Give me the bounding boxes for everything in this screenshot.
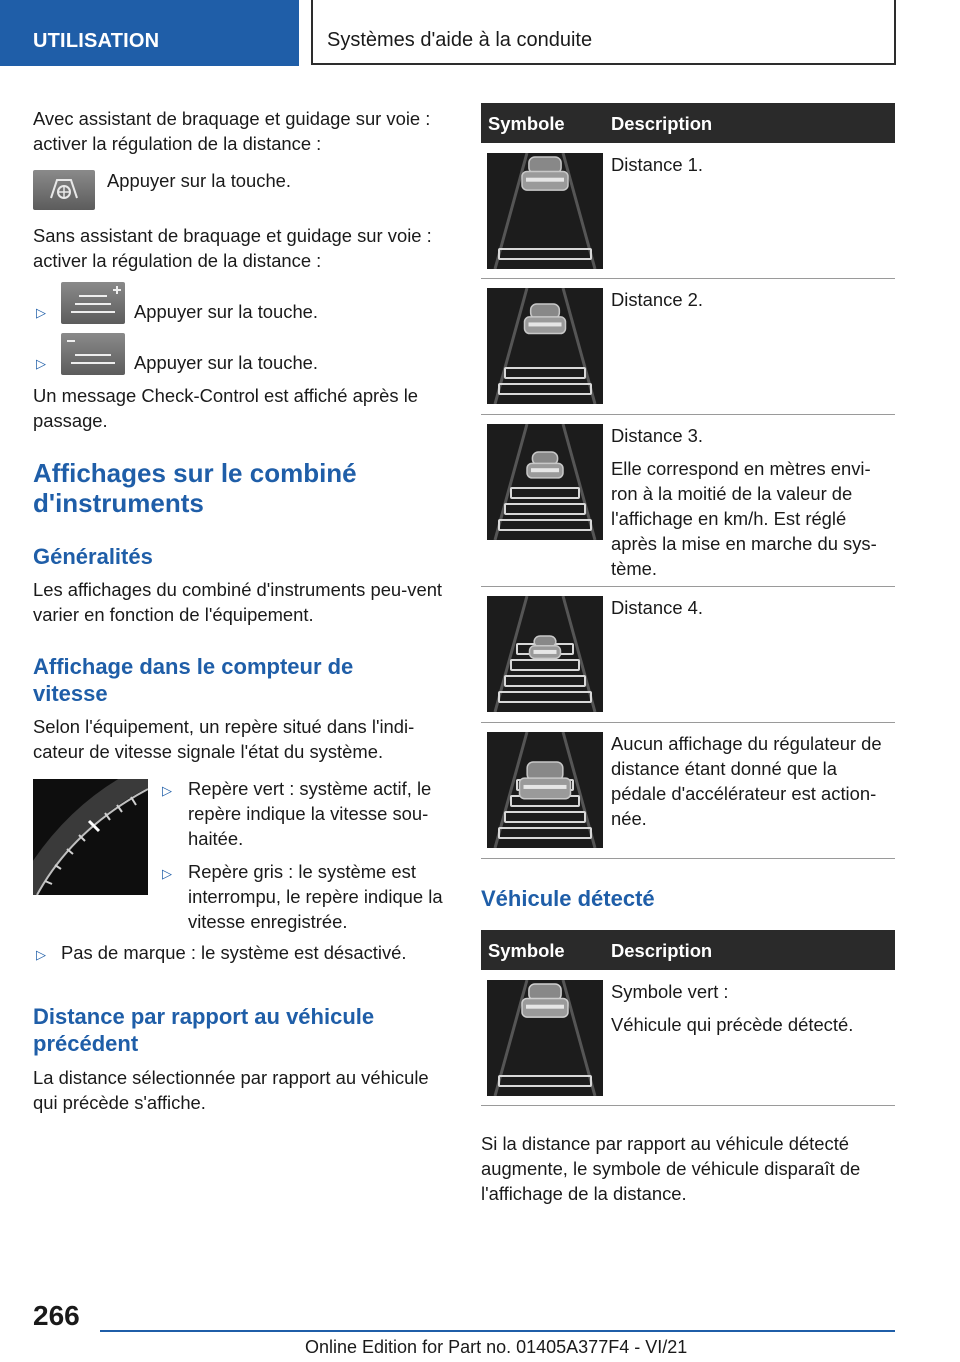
distance-increase-key-icon <box>61 282 125 324</box>
paragraph-with-assist: Avec assistant de braquage et guidage sur voie : activer la régulation de la distance : <box>33 108 431 154</box>
table1-row-symbol-image <box>487 596 603 712</box>
table1-row-description <box>611 287 891 312</box>
table1-row-description <box>611 423 891 581</box>
table1-row-row-divider <box>481 278 895 279</box>
table1-row-description-extra: Elle correspond en mètres envi-ron à la moitié de la valeur de l'affichage en km/h. Est réglé après la mise en marche du sys-tème. <box>611 458 877 579</box>
table2-row-symbol-image <box>487 980 603 1096</box>
table1-row-description-text: Aucun affichage du régulateur de distance étant donné que la pédale d'accélérateur est action-née. <box>611 733 882 829</box>
paragraph-final: Si la distance par rapport au véhicule détecté augmente, le symbole de véhicule disparaît de l'affichage de la distance. <box>481 1133 861 1204</box>
col-symbol: Symbole <box>488 940 565 961</box>
table2-row-description <box>611 979 891 1037</box>
col-description: Description <box>611 113 713 134</box>
table1-row-symbol-image <box>487 732 603 848</box>
chapter-title: Systèmes d'aide à la conduite <box>327 29 593 51</box>
table2-row-row-divider <box>481 1105 895 1106</box>
bullet-triangle-icon: ▷ <box>36 356 46 371</box>
assist-steering-key-icon <box>33 170 95 210</box>
heading-compteur: Affichage dans le compteur de vitesse <box>33 654 354 706</box>
heading-distance: Distance par rapport au véhicule précédent <box>33 1004 375 1056</box>
table1-row-row-divider <box>481 722 895 723</box>
table1-row-description <box>611 595 891 620</box>
footer-edition: Online Edition for Part no. 01405A377F4 - VI/21 <box>305 1337 688 1357</box>
key3-label: Appuyer sur la touche. <box>134 352 319 373</box>
table1-row-symbol-image <box>487 153 603 269</box>
table1-row-row-divider <box>481 586 895 587</box>
heading-affichages: Affichages sur le combiné d'instruments <box>33 458 357 518</box>
bullet-triangle-icon: ▷ <box>162 783 172 798</box>
table1-header <box>481 103 895 143</box>
page-number: 266 <box>33 1300 80 1331</box>
table2-row-description-extra: Véhicule qui précède détecté. <box>611 1014 854 1035</box>
table1-row-row-divider <box>481 414 895 415</box>
bullet-green-marker: Repère vert : système actif, le repère indique la vitesse sou-haitée. <box>188 778 432 849</box>
bullet-no-marker: Pas de marque : le système est désactivé. <box>61 942 407 963</box>
table2-row-description-text: Symbole vert : <box>611 981 729 1002</box>
table1-row-row-divider <box>481 858 895 859</box>
section-title: UTILISATION <box>33 30 160 52</box>
table1-row-symbol-image <box>487 288 603 404</box>
key2-label: Appuyer sur la touche. <box>134 301 319 322</box>
paragraph-distance: La distance sélectionnée par rapport au véhicule qui précède s'affiche. <box>33 1067 429 1113</box>
table1-row-description <box>611 731 891 831</box>
paragraph-generalites: Les affichages du combiné d'instruments peu-vent varier en fonction de l'équipement. <box>33 579 443 625</box>
key1-label: Appuyer sur la touche. <box>107 170 292 191</box>
table1-row-description-text: Distance 4. <box>611 597 703 618</box>
heading-generalites: Généralités <box>33 544 153 569</box>
section-tab <box>0 0 299 66</box>
table1-row-description <box>611 152 891 177</box>
chapter-tab <box>311 0 896 65</box>
bullet-triangle-icon: ▷ <box>162 866 172 881</box>
footer-rule <box>100 1330 895 1332</box>
bullet-grey-marker: Repère gris : le système est interrompu, le repère indique la vitesse enregistrée. <box>188 861 443 932</box>
col-description: Description <box>611 940 713 961</box>
table1-row-symbol-image <box>487 424 603 540</box>
bullet-triangle-icon: ▷ <box>36 947 46 962</box>
paragraph-without-assist: Sans assistant de braquage et guidage sur voie : activer la régulation de la distance : <box>33 225 432 271</box>
table1-row-description-text: Distance 1. <box>611 154 703 175</box>
speedometer-marker-image <box>33 779 148 895</box>
distance-decrease-key-icon <box>61 333 125 375</box>
heading-vehicule-detecte: Véhicule détecté <box>481 886 655 911</box>
table1-row-description-text: Distance 3. <box>611 425 703 446</box>
paragraph-check-control: Un message Check-Control est affiché après le passage. <box>33 385 419 431</box>
table1-row-description-text: Distance 2. <box>611 289 703 310</box>
table2-header <box>481 930 895 970</box>
paragraph-compteur: Selon l'équipement, un repère situé dans l'indi-cateur de vitesse signale l'état du système. <box>33 716 415 762</box>
col-symbol: Symbole <box>488 113 565 134</box>
bullet-triangle-icon: ▷ <box>36 305 46 320</box>
